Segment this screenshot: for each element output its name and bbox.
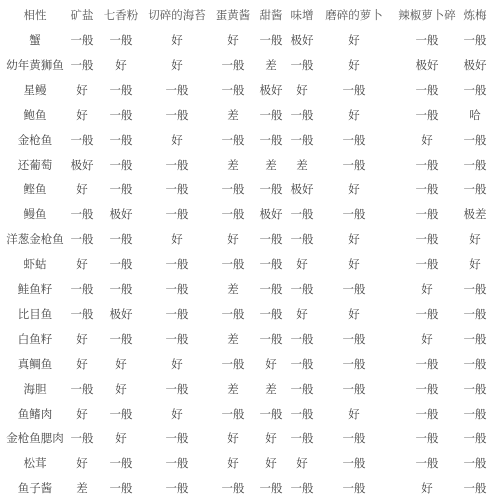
table-row	[0, 29, 500, 51]
table-cell: 一般	[70, 282, 94, 296]
table-cell: 极好	[109, 306, 133, 321]
table-cell: 一般	[109, 456, 133, 471]
row-name: 洋葱金枪鱼	[6, 232, 64, 247]
table-row	[0, 104, 500, 126]
table-cell: 一般	[109, 331, 133, 346]
table-cell: 一般	[259, 282, 283, 296]
table-row	[0, 477, 500, 499]
table-cell: 一般	[342, 282, 366, 296]
table-cell: 极好	[259, 82, 283, 97]
table-cell: 一般	[221, 57, 245, 72]
row-name: 还葡萄	[17, 157, 53, 172]
row-name: 松茸	[23, 456, 47, 471]
table-cell: 一般	[259, 232, 283, 247]
table-cell: 一般	[221, 481, 245, 496]
table-cell: 一般	[109, 257, 133, 272]
table-cell: 好	[171, 356, 183, 371]
row-name: 鲍鱼	[23, 107, 47, 122]
table-cell: 一般	[290, 132, 314, 147]
table-cell: 差	[265, 381, 277, 396]
header-cell: 蛋黄酱	[215, 8, 251, 22]
table-cell: 一般	[165, 207, 189, 222]
table-cell: 一般	[290, 207, 314, 222]
table-cell: 一般	[415, 207, 439, 222]
table-cell: 好	[171, 33, 183, 47]
table-cell: 好	[76, 182, 88, 197]
table-cell: 一般	[342, 381, 366, 396]
table-cell: 一般	[342, 431, 366, 446]
table-cell: 差	[265, 157, 277, 172]
table-cell: 一般	[290, 406, 314, 421]
table-cell: 好	[421, 481, 433, 496]
table-cell: 一般	[290, 107, 314, 122]
table-cell: 好	[296, 257, 308, 272]
table-cell: 一般	[165, 381, 189, 396]
header-cell: 矿盐	[70, 8, 94, 22]
table-cell: 一般	[342, 356, 366, 371]
table-cell: 一般	[70, 33, 94, 47]
table-row	[0, 353, 500, 375]
table-cell: 一般	[415, 356, 439, 371]
table-cell: 好	[421, 282, 433, 296]
table-cell: 一般	[415, 257, 439, 272]
table-cell: 好	[76, 107, 88, 122]
table-cell: 好	[115, 431, 127, 446]
table-cell: 一般	[463, 431, 487, 446]
table-row	[0, 378, 500, 400]
table-cell: 好	[348, 182, 360, 197]
table-cell: 差	[227, 282, 239, 296]
table-cell: 一般	[70, 207, 94, 222]
table-cell: 一般	[415, 157, 439, 172]
table-cell: 一般	[415, 406, 439, 421]
table-row	[0, 278, 500, 300]
header-cell: 七香粉	[103, 8, 139, 22]
table-cell: 一般	[463, 306, 487, 321]
table-cell: 一般	[290, 381, 314, 396]
table-cell: 一般	[109, 157, 133, 172]
table-cell: 好	[348, 406, 360, 421]
table-cell: 一般	[221, 207, 245, 222]
table-cell: 一般	[342, 456, 366, 471]
table-cell: 差	[227, 157, 239, 172]
table-cell: 一般	[342, 157, 366, 172]
row-name: 鳗鱼	[23, 207, 47, 222]
table-cell: 一般	[165, 331, 189, 346]
table-cell: 好	[348, 57, 360, 72]
table-cell: 好	[296, 82, 308, 97]
table-cell: 一般	[463, 331, 487, 346]
table-cell: 极好	[290, 182, 314, 197]
table-cell: 一般	[415, 431, 439, 446]
table-cell: 好	[76, 356, 88, 371]
table-cell: 一般	[342, 331, 366, 346]
table-cell: 一般	[221, 132, 245, 147]
row-name: 鱼鳍肉	[17, 406, 53, 421]
table-cell: 一般	[109, 232, 133, 247]
table-cell: 一般	[463, 356, 487, 371]
row-name: 幼年黄狮鱼	[6, 57, 64, 72]
table-cell: 好	[469, 232, 481, 247]
table-cell: 一般	[463, 182, 487, 197]
table-cell: 好	[348, 33, 360, 47]
table-row	[0, 129, 500, 151]
table-cell: 差	[76, 481, 88, 496]
table-cell: 好	[348, 232, 360, 247]
table-cell: 哈	[469, 107, 481, 122]
table-cell: 一般	[415, 33, 439, 47]
row-name: 海胆	[23, 381, 47, 396]
row-name: 比目鱼	[17, 306, 53, 321]
table-cell: 一般	[109, 182, 133, 197]
table-cell: 一般	[463, 33, 487, 47]
table-cell: 一般	[109, 82, 133, 97]
table-cell: 好	[227, 431, 239, 446]
header-name: 相性	[23, 8, 47, 22]
table-row	[0, 79, 500, 101]
table-cell: 好	[115, 57, 127, 72]
table-cell: 一般	[259, 306, 283, 321]
table-row	[0, 178, 500, 200]
table-cell: 好	[76, 331, 88, 346]
table-cell: 一般	[415, 381, 439, 396]
table-cell: 好	[421, 331, 433, 346]
table-cell: 一般	[259, 33, 283, 47]
table-cell: 一般	[109, 282, 133, 296]
table-cell: 一般	[259, 132, 283, 147]
table-cell: 一般	[290, 431, 314, 446]
table-cell: 一般	[259, 257, 283, 272]
table-cell: 极好	[259, 207, 283, 222]
table-cell: 一般	[415, 306, 439, 321]
table-cell: 一般	[290, 481, 314, 496]
table-cell: 一般	[463, 157, 487, 172]
header-cell: 甜酱	[259, 8, 283, 22]
table-cell: 一般	[165, 282, 189, 296]
table-cell: 一般	[342, 132, 366, 147]
table-cell: 一般	[463, 282, 487, 296]
table-row	[0, 203, 500, 225]
table-cell: 一般	[463, 481, 487, 496]
table-cell: 一般	[290, 356, 314, 371]
table-cell: 一般	[221, 406, 245, 421]
table-cell: 一般	[221, 182, 245, 197]
table-cell: 一般	[109, 107, 133, 122]
table-cell: 差	[265, 57, 277, 72]
header-cell: 炼梅	[463, 8, 487, 22]
table-cell: 一般	[463, 132, 487, 147]
table-cell: 一般	[165, 182, 189, 197]
header-cell: 味增	[290, 8, 314, 22]
table-cell: 一般	[259, 331, 283, 346]
table-cell: 一般	[109, 406, 133, 421]
row-name: 蟹	[29, 33, 41, 47]
table-cell: 一般	[70, 232, 94, 247]
table-cell: 一般	[415, 107, 439, 122]
table-cell: 好	[265, 456, 277, 471]
table-cell: 好	[469, 257, 481, 272]
table-cell: 一般	[165, 257, 189, 272]
table-cell: 一般	[259, 107, 283, 122]
table-row	[0, 328, 500, 350]
table-cell: 好	[227, 232, 239, 247]
table-cell: 一般	[415, 82, 439, 97]
table-cell: 一般	[463, 456, 487, 471]
table-cell: 一般	[221, 257, 245, 272]
table-row	[0, 154, 500, 176]
table-cell: 一般	[415, 232, 439, 247]
table-cell: 差	[227, 331, 239, 346]
table-cell: 极好	[290, 33, 314, 47]
table-cell: 一般	[109, 481, 133, 496]
table-cell: 一般	[70, 381, 94, 396]
table-cell: 好	[265, 431, 277, 446]
table-cell: 一般	[165, 431, 189, 446]
table-row	[0, 403, 500, 425]
table-cell: 一般	[290, 232, 314, 247]
table-cell: 极好	[415, 57, 439, 72]
table-cell: 差	[227, 107, 239, 122]
table-row	[0, 253, 500, 275]
table-cell: 一般	[415, 182, 439, 197]
table-cell: 一般	[290, 57, 314, 72]
table-cell: 差	[296, 157, 308, 172]
header-cell: 磨碎的萝卜	[325, 8, 383, 22]
row-name: 金枪鱼腮肉	[6, 431, 64, 446]
row-name: 鲑鱼籽	[17, 282, 53, 296]
table-cell: 一般	[463, 381, 487, 396]
table-cell: 好	[171, 57, 183, 72]
table-cell: 好	[227, 456, 239, 471]
table-cell: 一般	[70, 57, 94, 72]
table-cell: 一般	[259, 182, 283, 197]
table-cell: 好	[296, 456, 308, 471]
table-cell: 一般	[221, 82, 245, 97]
table-cell: 一般	[342, 82, 366, 97]
table-row	[0, 303, 500, 325]
table-cell: 一般	[290, 331, 314, 346]
table-cell: 极好	[70, 157, 94, 172]
table-cell: 一般	[70, 431, 94, 446]
table-cell: 一般	[165, 107, 189, 122]
table-cell: 好	[421, 132, 433, 147]
table-cell: 一般	[109, 33, 133, 47]
table-cell: 好	[115, 356, 127, 371]
table-cell: 一般	[70, 306, 94, 321]
table-cell: 好	[76, 406, 88, 421]
row-name: 星鳗	[23, 82, 47, 97]
table-cell: 差	[227, 381, 239, 396]
table-cell: 一般	[259, 406, 283, 421]
row-name: 金枪鱼	[17, 132, 53, 147]
table-cell: 好	[76, 82, 88, 97]
table-cell: 好	[76, 456, 88, 471]
table-cell: 一般	[463, 406, 487, 421]
table-cell: 一般	[415, 456, 439, 471]
table-header	[0, 4, 500, 26]
table-cell: 好	[171, 406, 183, 421]
table-cell: 好	[348, 107, 360, 122]
table-cell: 一般	[165, 456, 189, 471]
table-cell: 好	[171, 132, 183, 147]
table-cell: 一般	[342, 207, 366, 222]
row-name: 鱼子酱	[17, 481, 53, 496]
row-name: 鲣鱼	[23, 182, 47, 197]
table-cell: 一般	[290, 282, 314, 296]
header-cell: 切碎的海苔	[148, 8, 206, 22]
row-name: 虾蛄	[23, 257, 47, 272]
table-cell: 极好	[109, 207, 133, 222]
table-cell: 一般	[259, 481, 283, 496]
table-row	[0, 228, 500, 250]
table-cell: 好	[265, 356, 277, 371]
table-cell: 一般	[463, 82, 487, 97]
table-cell: 好	[348, 257, 360, 272]
table-cell: 好	[76, 257, 88, 272]
table-cell: 一般	[70, 132, 94, 147]
table-cell: 一般	[221, 356, 245, 371]
table-cell: 好	[227, 33, 239, 47]
table-cell: 极好	[463, 57, 487, 72]
header-cell: 辣椒萝卜碎	[398, 8, 456, 22]
table-cell: 一般	[165, 157, 189, 172]
table-cell: 一般	[165, 481, 189, 496]
row-name: 白鱼籽	[17, 331, 53, 346]
table-cell: 一般	[165, 306, 189, 321]
table-row	[0, 54, 500, 76]
table-cell: 极差	[463, 207, 487, 222]
table-cell: 一般	[221, 306, 245, 321]
table-cell: 一般	[165, 82, 189, 97]
row-name: 真鲷鱼	[17, 356, 53, 371]
table-cell: 一般	[109, 132, 133, 147]
table-row	[0, 427, 500, 449]
table-cell: 好	[171, 232, 183, 247]
table-row	[0, 452, 500, 474]
table-cell: 好	[115, 381, 127, 396]
table-cell: 好	[348, 306, 360, 321]
table-cell: 好	[296, 306, 308, 321]
table-cell: 一般	[342, 481, 366, 496]
